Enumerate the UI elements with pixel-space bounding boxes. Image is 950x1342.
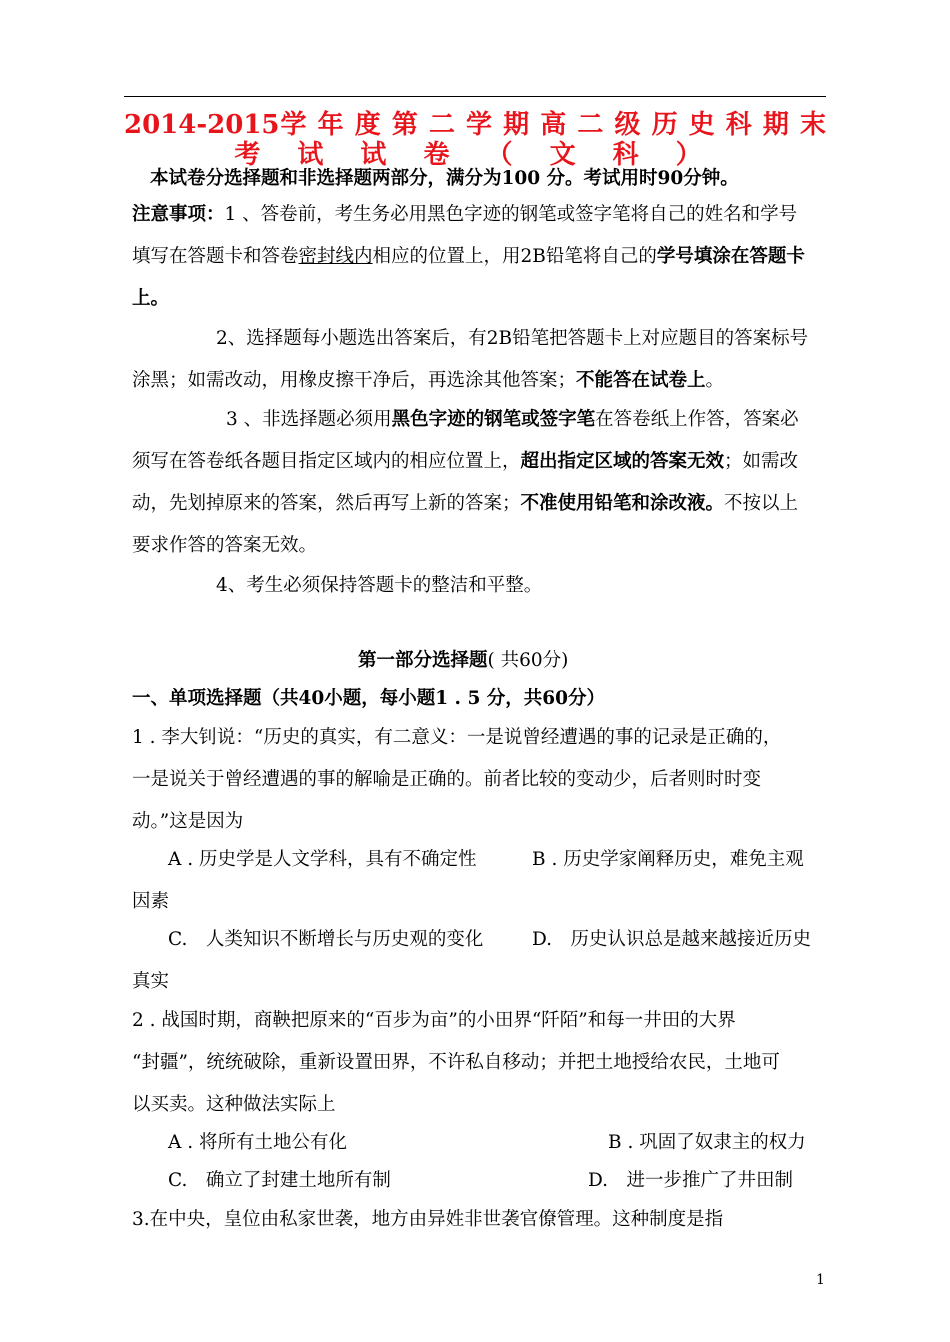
q1-option-b-cont: 因素 xyxy=(132,891,170,912)
exam-title-line2: 考 试 试 卷 （ 文 科 ） xyxy=(234,140,716,170)
part1-heading-rest: ( 共60分) xyxy=(487,650,569,671)
note-1-text-c: 上。 xyxy=(132,288,170,309)
note-3-text-c: 动，先划掉原来的答案，然后再写上新的答案； xyxy=(132,493,521,514)
q1-option-b: B . 历史学家阐释历史，难免主观 xyxy=(532,849,804,870)
notes-line-5 xyxy=(132,372,724,391)
note-3-bold-b: 超出指定区域的答案无效 xyxy=(520,451,725,472)
note-1-text-b2: 相应的位置上，用2B铅笔将自己的 xyxy=(372,246,657,267)
q1-stem-c: 动。”这是因为 xyxy=(132,811,244,832)
note-3-text-c2: 不按以上 xyxy=(724,493,799,514)
note-2-bold: 不能答在试卷上 xyxy=(576,370,706,391)
note-2-text-b: 涂黑；如需改动，用橡皮擦干净后，再选涂其他答案； xyxy=(132,370,577,391)
note-4-text: 4、考生必须保持答题卡的整洁和平整。 xyxy=(216,575,543,596)
note-2-text-a: 2、选择题每小题选出答案后，有2B铅笔把答题卡上对应题目的答案标号 xyxy=(216,328,809,349)
note-3-text-d: 要求作答的答案无效。 xyxy=(132,535,318,556)
note-2-text-b2: 。 xyxy=(705,370,725,391)
q1-stem-b: 一是说关于曾经遭遇的事的解喻是正确的。前者比较的变动少，后者则时时变 xyxy=(132,769,762,790)
q2-option-a: A . 将所有土地公有化 xyxy=(168,1132,348,1153)
notes-line-6 xyxy=(226,411,799,430)
note-3-text-a: 3 、非选择题必须用 xyxy=(226,409,392,430)
intro-text: 本试卷分选择题和非选择题两部分，满分为100 分。考试用时90分钟。 xyxy=(150,168,739,189)
notes-line-8 xyxy=(132,495,798,514)
q1-option-c: C. 人类知识不断增长与历史观的变化 xyxy=(168,929,484,950)
q2-stem-a: 2 . 战国时期，商鞅把原来的“百步为亩”的小田界“阡陌”和每一井田的大界 xyxy=(132,1010,736,1031)
q1-option-a: A . 历史学是人文学科，具有不确定性 xyxy=(168,849,477,870)
q3-stem: 3.在中央，皇位由私家世袭，地方由异姓非世袭官僚管理。这种制度是指 xyxy=(132,1209,724,1230)
note-3-text-a2: 在答卷纸上作答，答案必 xyxy=(595,409,799,430)
note-1-text-b: 填写在答题卡和答卷 xyxy=(132,246,299,267)
note-3-text-b2: ；如需改 xyxy=(724,451,799,472)
part1-heading-bold: 第一部分选择题 xyxy=(358,650,488,671)
note-1-bold: 学号填涂在答题卡 xyxy=(656,246,805,267)
q2-stem-c: 以买卖。这种做法实际上 xyxy=(132,1094,336,1115)
note-3-text-b: 须写在答卷纸各题目指定区域内的相应位置上， xyxy=(132,451,521,472)
section-heading: 一、单项选择题（共40小题，每小题1 . 5 分，共60分） xyxy=(132,688,605,709)
notes-line-2 xyxy=(132,248,805,267)
q2-option-d: D. 进一步推广了井田制 xyxy=(588,1170,794,1191)
q1-stem-a: 1 . 李大钊说：“历史的真实，有二意义：一是说曾经遭遇的事的记录是正确的， xyxy=(132,727,782,748)
q2-stem-b: “封疆”，统统破除，重新设置田界，不许私自移动；并把土地授给农民，土地可 xyxy=(132,1052,780,1073)
notes-heading: 注意事项： xyxy=(132,204,225,225)
q1-option-d: D. 历史认识总是越来越接近历史 xyxy=(532,929,812,950)
q2-option-b: B . 巩固了奴隶主的权力 xyxy=(608,1132,806,1153)
top-rule xyxy=(124,96,826,97)
part1-heading xyxy=(358,652,568,671)
notes-line-1 xyxy=(132,206,797,225)
page-number: 1 xyxy=(816,1272,825,1288)
note-1-underline: 密封线内 xyxy=(298,246,373,267)
note-3-bold-a: 黑色字迹的钢笔或签字笔 xyxy=(391,409,596,430)
note-3-bold-c: 不准使用铅笔和涂改液。 xyxy=(520,493,725,514)
exam-title-line1: 2014-2015学 年 度 第 二 学 期 高 二 级 历 史 科 期 末 xyxy=(124,110,826,140)
note-1-text-a: 1 、答卷前，考生务必用黑色字迹的钢笔或签字笔将自己的姓名和学号 xyxy=(224,204,798,225)
q2-option-c: C. 确立了封建土地所有制 xyxy=(168,1170,391,1191)
q1-option-d-cont: 真实 xyxy=(132,971,170,992)
notes-line-7 xyxy=(132,453,798,472)
